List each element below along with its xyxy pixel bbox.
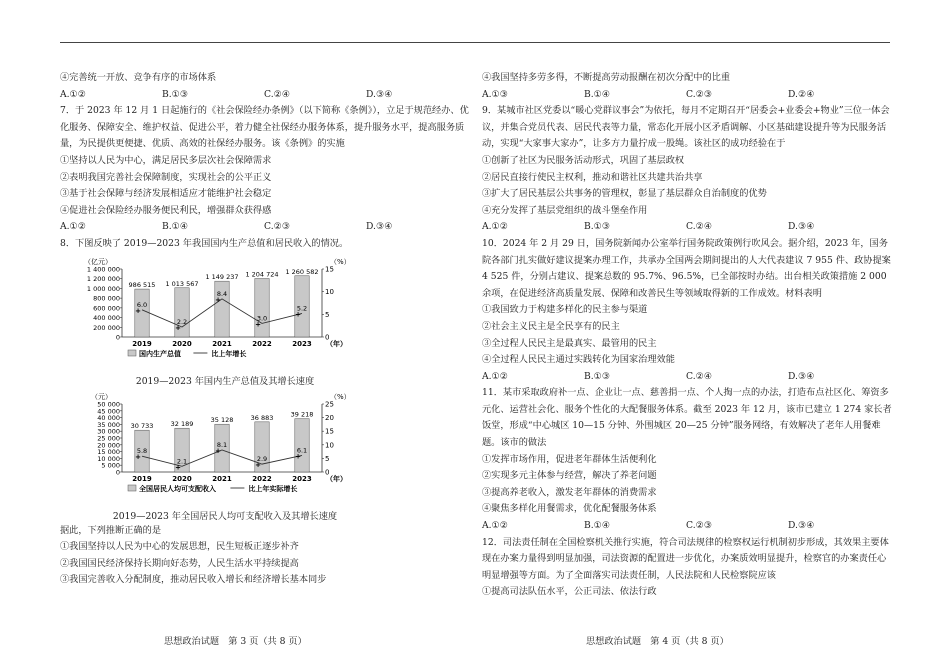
x-tick-label: 2019	[132, 339, 152, 348]
x-axis-label: （年）	[326, 474, 347, 483]
q7-choice-a: A.①②	[60, 221, 87, 233]
growth-value-label: 6.0	[136, 300, 148, 309]
q6-choice-c: C.②④	[264, 88, 291, 100]
q8-stem: 8．下图反映了 2019—2023 年我国国内生产总值和居民收入的情况。	[60, 237, 349, 249]
y-tick-label: 1 200 000	[86, 274, 120, 283]
y-right-tick-label: 0	[325, 333, 330, 342]
q10-option-2: ②社会主义民主是全民享有的民主	[482, 320, 620, 332]
q10-choices	[482, 369, 892, 386]
q8-choice-c: C.②③	[686, 88, 713, 100]
q9-stem: 9．某城市社区党委以“暖心党群议事会”为依托，每月不定期召开“居委会+业委会+物业”三位一体会议，并集合党员代表、居民代表等力量，常态化开展小区矛盾调解、小区基础建设提升等为民服务活动，实现“大家事大家办”，让多方力量拧成一股绳。该社区的成功经验在于	[482, 105, 890, 150]
q8-option-2: ②我国国民经济保持长期向好态势，人民生活水平持续提高	[60, 557, 299, 569]
q9-option-1: ①创新了社区为民服务活动形式，巩固了基层政权	[482, 154, 685, 166]
bar-value-label: 39 218	[290, 410, 314, 419]
x-tick-label: 2020	[172, 339, 192, 348]
y-tick-label: 20 000	[97, 440, 120, 449]
bar-value-label: 1 204 724	[245, 270, 279, 279]
header-rule	[60, 42, 890, 43]
q8-option-4: ④我国坚持多劳多得，不断提高劳动报酬在初次分配中的比重	[482, 72, 731, 83]
growth-value-label: 2.9	[256, 454, 268, 463]
q7-stem: 7．于 2023 年 12 月 1 日起施行的《社会保险经办条例》（以下简称《条例》），立足于规范经办、优化服务、保障安全、维护权益、促进公平，着力健全社保经办服务体系，提升服务水平，提高服务质量，为民提供更便捷、优质、高效的社保经办服务。该《条例》的实施	[60, 105, 469, 150]
growth-value-label: 5.8	[136, 446, 148, 455]
gdp-chart	[60, 255, 390, 375]
legend-bar-swatch	[128, 485, 136, 491]
q12-option-1: ①提高司法队伍水平，公正司法、依法行政	[482, 586, 657, 598]
y-axis-right-label: （%）	[330, 257, 351, 266]
growth-marker: +	[215, 295, 221, 304]
bar-value-label: 1 149 237	[205, 272, 239, 281]
y-tick-label: 10 000	[97, 454, 120, 463]
page-footer-left: 思想政治试题 第 3 页（共 8 页）	[164, 636, 307, 647]
q9-choice-a: A.①②	[482, 221, 509, 233]
q7-option-2: ②表明我国完善社会保障制度，实现社会的公平正义	[60, 171, 272, 183]
y-axis-label: （元）	[91, 392, 112, 401]
y-tick-label: 600 000	[93, 303, 120, 312]
legend-line-label: 比上年实际增长	[248, 484, 298, 493]
x-tick-label: 2023	[292, 474, 312, 483]
bar-value-label: 30 733	[130, 421, 154, 430]
y-tick-label: 35 000	[97, 420, 120, 429]
q11-choices	[482, 518, 892, 535]
y-tick-label: 400 000	[93, 313, 120, 322]
q8-option-1: ①我国坚持以人民为中心的发展思想，民生短板正逐步补齐	[60, 541, 299, 553]
x-tick-label: 2019	[132, 474, 152, 483]
x-tick-label: 2022	[252, 474, 272, 483]
x-axis-label: （年）	[326, 339, 347, 348]
q10-choice-d: D.③④	[788, 370, 815, 382]
bar-value-label: 32 189	[170, 419, 194, 428]
growth-marker: +	[215, 446, 221, 455]
y-tick-label: 40 000	[97, 413, 120, 422]
q7-choice-c: C.②③	[264, 221, 291, 233]
bar-value-label: 35 128	[210, 415, 234, 424]
legend-line-label: 比上年增长	[211, 349, 247, 358]
q10-option-1: ①我国致力于构建多样化的民主参与渠道	[482, 304, 648, 316]
legend-bar-label: 全国居民人均可支配收入	[139, 484, 216, 493]
y-tick-label: 5 000	[101, 461, 120, 470]
q9-choice-d: D.③④	[788, 221, 815, 233]
right-column	[482, 70, 892, 601]
growth-value-label: 5.2	[296, 303, 308, 312]
q7-choice-d: D.③④	[366, 221, 393, 233]
q8-choice-d: D.②④	[788, 88, 815, 100]
growth-value-label: 2.1	[176, 456, 188, 465]
bar-value-label: 1 013 567	[165, 279, 199, 288]
q11-choice-d: D.③④	[788, 520, 815, 532]
y-right-tick-label: 15	[325, 427, 334, 436]
q8-choice-a: A.①③	[482, 88, 509, 100]
page-footer-right: 思想政治试题 第 4 页（共 8 页）	[586, 636, 729, 647]
q7-option-3: ③基于社会保障与经济发展相适应才能维护社会稳定	[60, 188, 272, 200]
y-right-tick-label: 5	[325, 454, 330, 463]
income-chart-caption: 2019—2023 年全国居民人均可支配收入及其增长速度	[112, 510, 338, 522]
growth-marker: +	[135, 452, 141, 461]
q8-lead: 据此，下列推断正确的是	[60, 524, 162, 536]
growth-value-label: 2.2	[176, 317, 188, 326]
y-tick-label: 15 000	[97, 447, 120, 456]
y-right-tick-label: 10	[325, 440, 334, 449]
bar-value-label: 36 883	[250, 413, 274, 422]
growth-marker: +	[175, 462, 181, 471]
q11-option-4: ④聚焦多样化用餐需求，优化配餐服务体系	[482, 503, 657, 515]
x-tick-label: 2021	[212, 339, 232, 348]
q11-option-3: ③提高养老收入，激发老年群体的消费需求	[482, 486, 657, 498]
growth-marker: +	[295, 309, 301, 318]
q11-option-1: ①发挥市场作用，促进老年群体生活便利化	[482, 453, 657, 465]
x-tick-label: 2021	[212, 474, 232, 483]
y-axis-label: （亿元）	[84, 257, 112, 266]
q9-choice-b: B.①③	[584, 221, 611, 233]
growth-value-label: 8.4	[216, 289, 228, 298]
q6-choice-d: D.③④	[366, 88, 393, 100]
y-tick-label: 0	[115, 333, 120, 342]
q10-choice-b: B.①③	[584, 370, 611, 382]
growth-marker: +	[135, 306, 141, 315]
y-tick-label: 1 000 000	[86, 284, 120, 293]
q11-choice-c: C.②③	[686, 520, 713, 532]
q11-choice-a: A.①②	[482, 520, 509, 532]
growth-marker: +	[175, 323, 181, 332]
q6-choice-b: B.①③	[162, 88, 189, 100]
y-tick-label: 800 000	[93, 294, 120, 303]
growth-marker: +	[255, 319, 261, 328]
gdp-chart-caption: 2019—2023 年国内生产总值及其增长速度	[135, 375, 315, 387]
q10-option-3: ③全过程人民民主是最真实、最管用的民主	[482, 337, 657, 349]
legend-bar-swatch	[128, 350, 136, 356]
y-tick-label: 30 000	[97, 427, 120, 436]
growth-marker: +	[295, 451, 301, 460]
q7-option-4: ④促进社会保险经办服务便民利民，增强群众获得感	[60, 204, 272, 216]
left-column	[60, 70, 470, 589]
income-chart	[60, 390, 390, 510]
q9-option-4: ④充分发挥了基层党组织的战斗堡垒作用	[482, 204, 648, 216]
q10-choice-c: C.②④	[686, 370, 713, 382]
y-tick-label: 200 000	[93, 323, 120, 332]
q6-option-4: ④完善统一开放、竞争有序的市场体系	[60, 72, 217, 83]
bar	[295, 418, 309, 471]
y-right-tick-label: 5	[325, 310, 330, 319]
q9-option-3: ③扩大了居民基层公共事务的管理权，彰显了基层群众自治制度的优势	[482, 188, 767, 200]
q8-choice-b: B.①④	[584, 88, 611, 100]
bar-value-label: 986 515	[128, 280, 156, 289]
q6-choices	[60, 87, 470, 104]
y-right-tick-label: 0	[325, 468, 330, 477]
y-right-tick-label: 15	[325, 265, 334, 274]
q11-choice-b: B.①④	[584, 520, 611, 532]
q11-option-2: ②实现多元主体参与经营，解决了养老问题	[482, 470, 657, 482]
growth-value-label: 3.0	[256, 313, 268, 322]
q6-choice-a: A.①②	[60, 88, 87, 100]
q9-choice-c: C.②④	[686, 221, 713, 233]
q9-choices	[482, 219, 892, 236]
y-tick-label: 45 000	[97, 406, 120, 415]
growth-value-label: 6.1	[296, 445, 308, 454]
q7-choice-b: B.①④	[162, 221, 189, 233]
y-tick-label: 0	[115, 468, 120, 477]
q11-stem: 11．某市采取政府补一点、企业让一点、慈善捐一点、个人掏一点的办法，打造布点社区化、筹资多元化、运营社会化、服务个性化的大配餐服务体系。截至 2023 年 12 月，该市已建立 1 274 家长者饭堂，形成“中心城区 10—15 分钟、外围城区 20—25 分钟”服务网络，有效解决了老年人用餐难题。该市的做法	[482, 387, 892, 449]
growth-marker: +	[255, 460, 261, 469]
q8-option-3: ③我国完善收入分配制度，推动居民收入增长和经济增长基本同步	[60, 574, 327, 586]
x-tick-label: 2023	[292, 339, 312, 348]
y-tick-label: 25 000	[97, 434, 120, 443]
x-tick-label: 2020	[172, 474, 192, 483]
q7-option-1: ①坚持以人民为中心，满足居民多层次社会保障需求	[60, 154, 272, 166]
y-right-tick-label: 20	[325, 413, 334, 422]
bar-value-label: 1 260 582	[285, 267, 319, 276]
q10-option-4: ④全过程人民民主通过实践转化为国家治理效能	[482, 354, 675, 366]
x-tick-label: 2022	[252, 339, 272, 348]
growth-value-label: 8.1	[216, 440, 228, 449]
q7-choices	[60, 219, 470, 236]
q10-choice-a: A.①②	[482, 370, 509, 382]
q9-option-2: ②居民直接行使民主权利，推动和谐社区共建共治共享	[482, 171, 703, 183]
q10-stem: 10．2024 年 2 月 29 日，国务院新闻办公室举行国务院政策例行吹风会。据介绍，2023 年，国务院各部门扎实做好建议提案办理工作，共承办全国两会期间提出的人大代表建议 7 955 件、政协提案 4 525 件，分别占建议、提案总数的 95.7%、96.5%，已全部按时办结。出台相关政策措施 2 000 余项，在促进经济高质量发展、保障和改善民生等领域取得新的工作成效。材料表明	[482, 237, 891, 299]
y-axis-right-label: （%）	[330, 392, 351, 401]
y-right-tick-label: 25	[325, 400, 334, 409]
q12-stem: 12．司法责任制在全国检察机关推行实施，符合司法规律的检察权运行机制初步形成，其效果主要体现在办案力量得到明显加强，司法资源的配置进一步优化，办案质效明显提升，检察官的办案责任心明显增强等方面。为了全面落实司法责任制，人民法院和人民检察院应该	[482, 536, 889, 581]
y-right-tick-label: 10	[325, 287, 334, 296]
q8-choices	[482, 87, 892, 104]
y-tick-label: 50 000	[97, 400, 120, 409]
y-tick-label: 1 400 000	[86, 265, 120, 274]
legend-bar-label: 国内生产总值	[139, 349, 181, 358]
